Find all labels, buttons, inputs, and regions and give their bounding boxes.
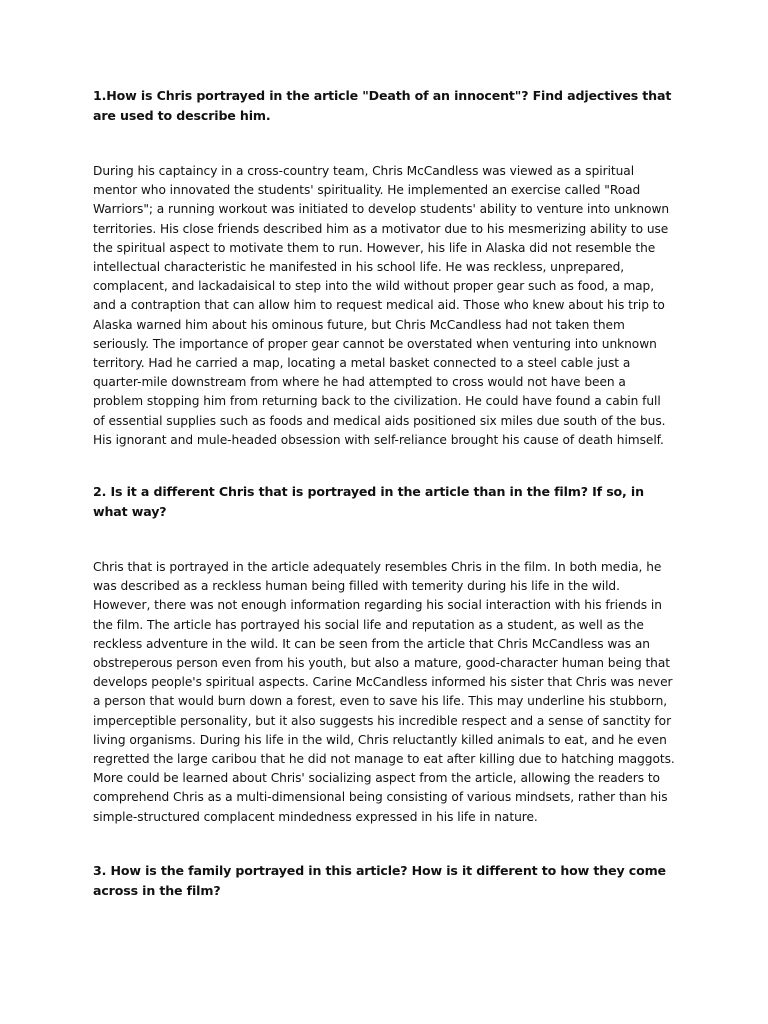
answer-1-paragraph: During his captaincy in a cross-country team, Chris McCandless was viewed as a spiritual mentor who innovated the students' spirituality. He implemented an exercise called "Road Warriors"; a running workout was initiated to develop students' ability to venture into unknown territories. His close friends described him as a motivator due to his mesmerizing ability to use the spiritual aspect to motivate them to run. However, his life in Alaska did not resemble the intellectual characteristic he manifested in his school life. He was reckless, unprepared, complacent, and lackadaisical to step into the wild without proper gear such as food, a map, and a contraption that can allow him to request medical aid. Those who knew about his trip to Alaska warned him about his ominous future, but Chris McCandless had not taken them seriously. The importance of proper gear cannot be overstated when venturing into unknown territory. Had he carried a map, locating a metal basket connected to a steel cable just a quarter-mile downstream from where he had attempted to cross would not have been a problem stopping him from returning back to the civilization. He could have found a cabin full of essential supplies such as foods and medical aids positioned six miles due south of the bus. His ignorant and mule-headed obsession with self-reliance brought his cause of death himself.: [93, 164, 670, 447]
question-2-heading: 2. Is it a different Chris that is portrayed in the article than in the film? If so, in what way?: [93, 484, 644, 520]
document-body: [93, 86, 676, 901]
question-3-heading: 3. How is the family portrayed in this article? How is it different to how they come across in the film?: [93, 862, 666, 898]
question-1-heading: 1.How is Chris portrayed in the article "Death of an innocent"? Find adjectives that are used to describe him.: [93, 88, 672, 123]
answer-2-paragraph: Chris that is portrayed in the article adequately resembles Chris in the film. In both media, he was described as a reckless human being filled with temerity during his life in the wild. However, there was not enough information regarding his social interaction with his friends in the film. The article has portrayed his social life and reputation as a student, as well as the reckless adventure in the wild. It can be seen from the article that Chris McCandless was an obstreperous person even from his youth, but also a mature, good-character human being that develops people's spiritual aspects. Carine McCandless informed his sister that Chris was never a person that would burn down a forest, even to save his life. This may underline his stubborn, imperceptible personality, but it also suggests his incredible respect and a sense of sanctity for living organisms. During his life in the wild, Chris reluctantly killed animals to eat, and he even regretted the large caribou that he did not manage to eat after killing due to hatching maggots. More could be learned about Chris' socializing aspect from the article, allowing the readers to comprehend Chris as a multi-dimensional being consisting of various mindsets, rather than his simple-structured complacent mindedness expressed in his life in nature.: [93, 560, 675, 824]
